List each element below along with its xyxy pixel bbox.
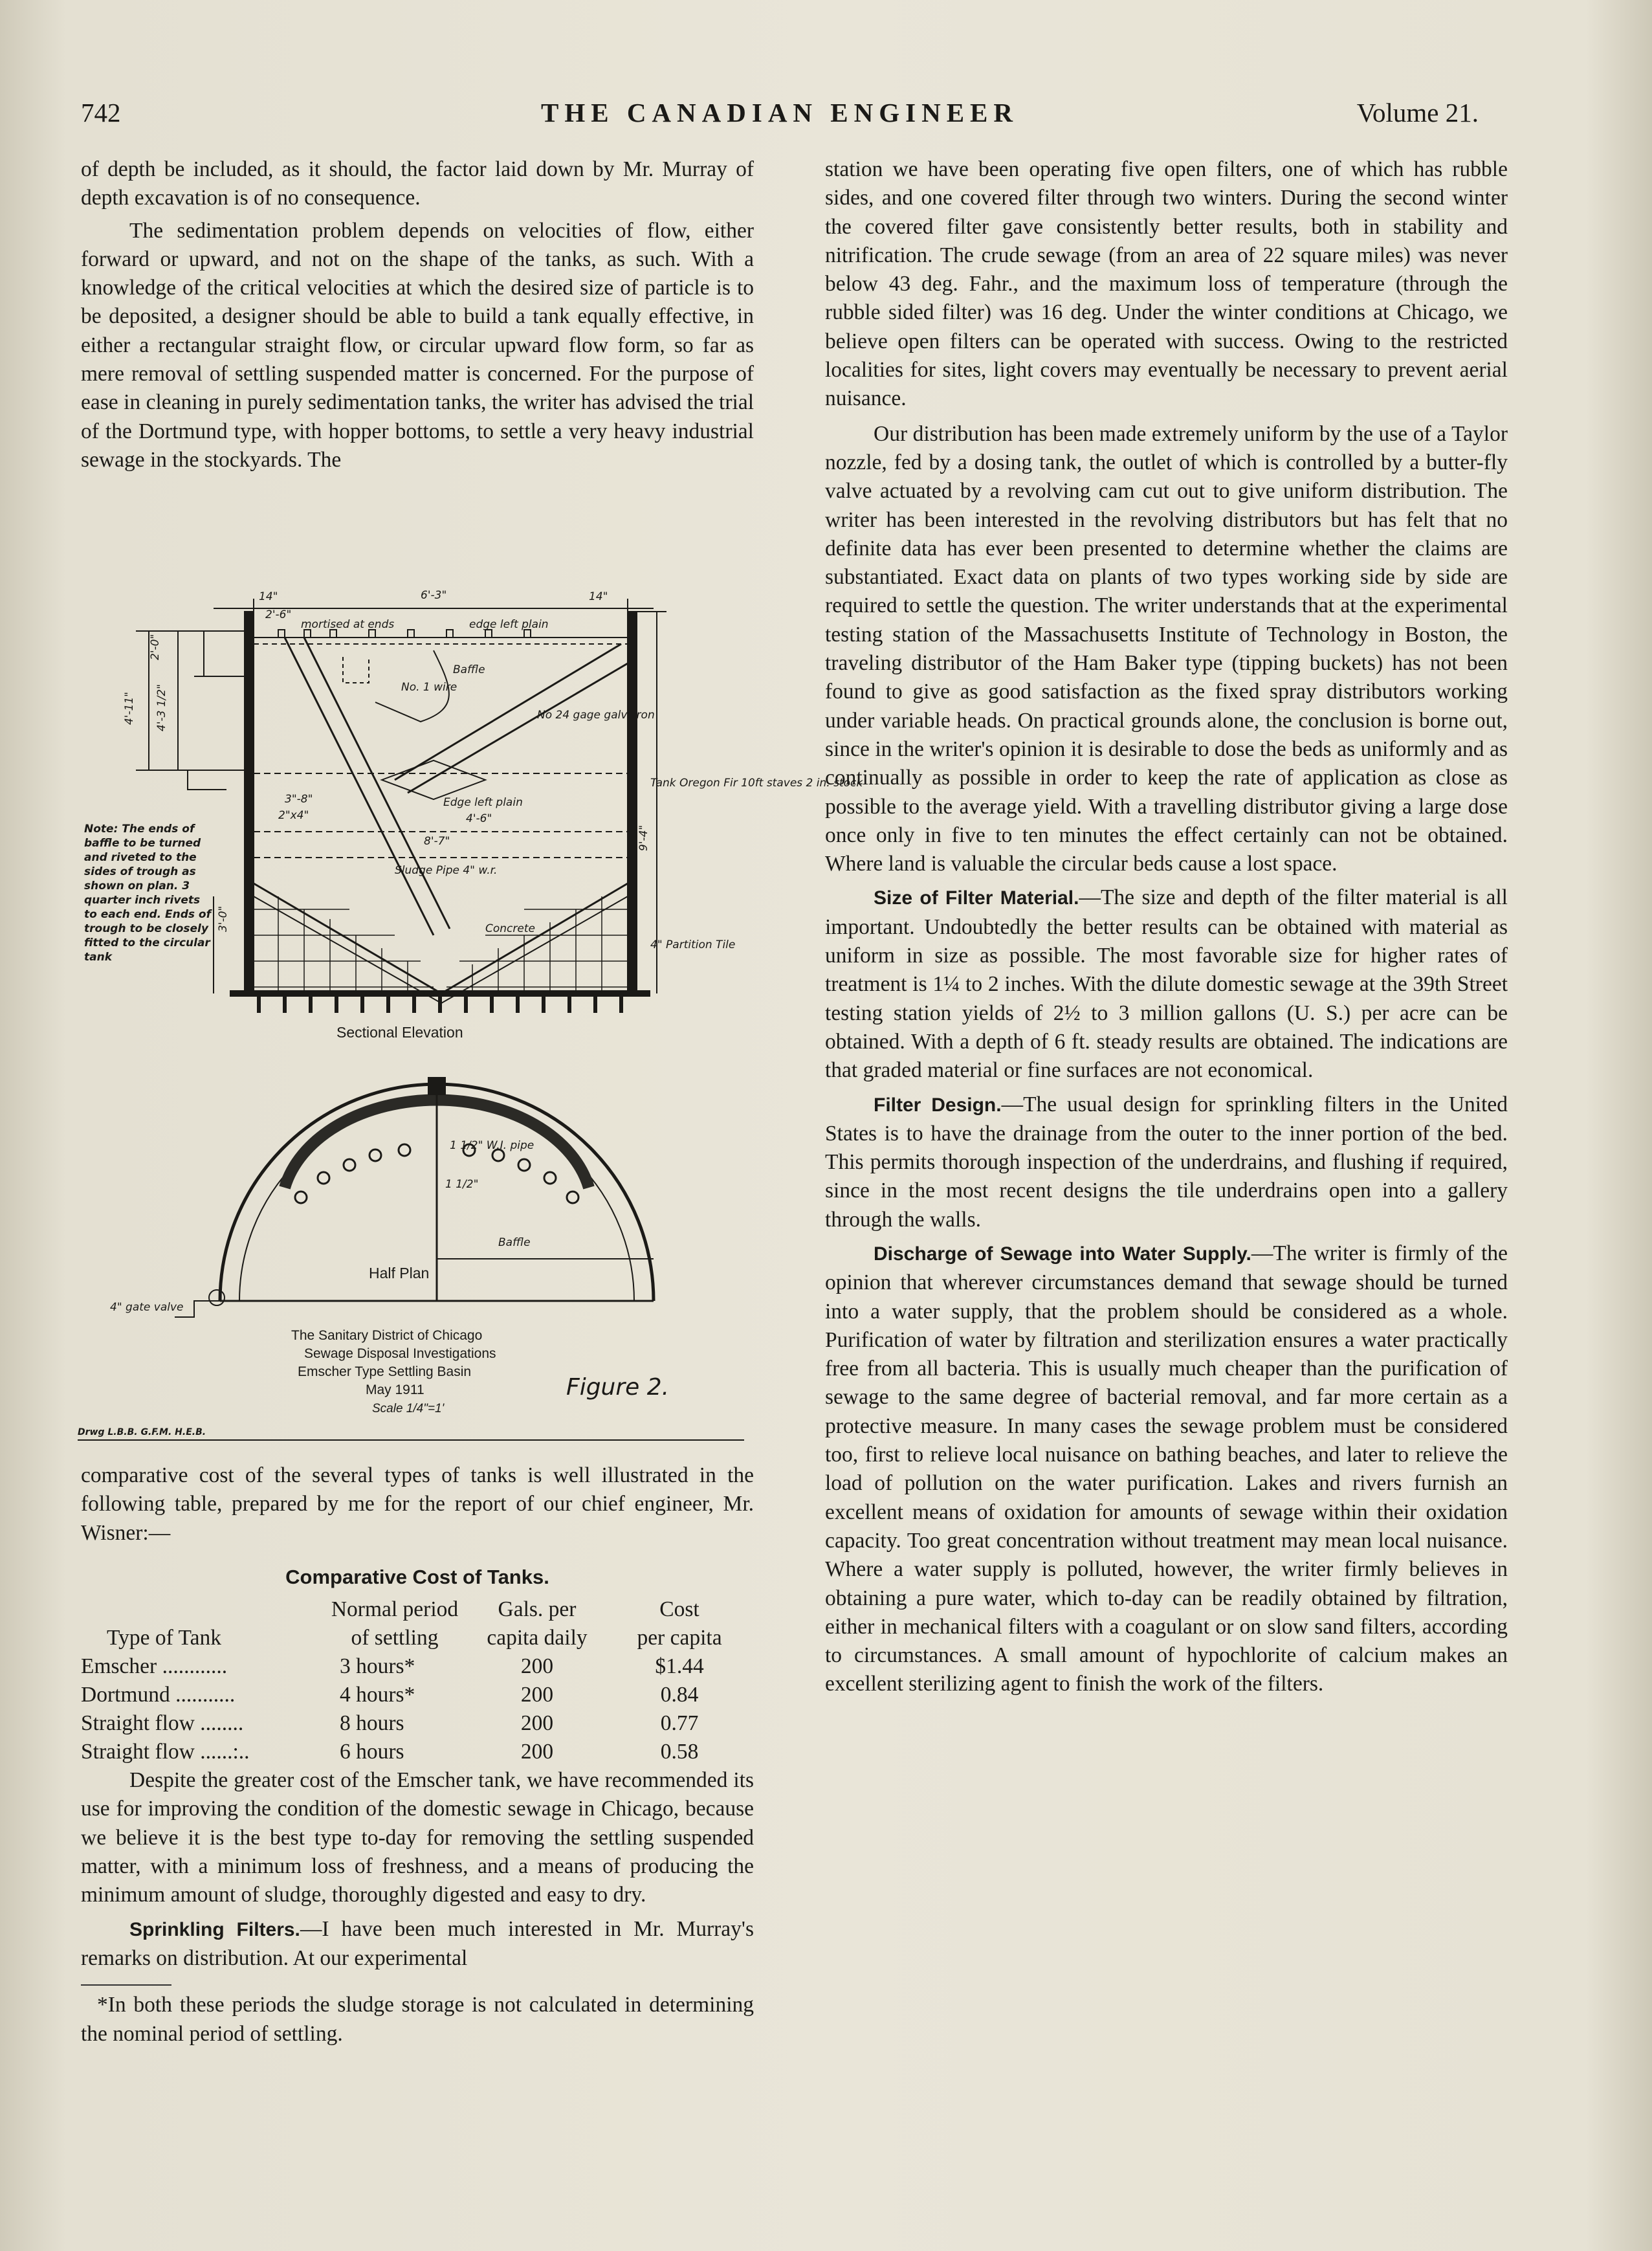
footnote: *In both these periods the sludge storage is not calculated in determining the nominal period of settling.	[81, 1993, 754, 2046]
fig-label: Edge left plain	[443, 796, 523, 809]
fig-label: 4" gate valve	[110, 1301, 184, 1314]
paragraph: station we have been operating five open filters, one of which has rubble sides, and one covered filter through two winters. During the second winter the covered filter gave consistently better results, both in stability and nitrification. The crude sewage (from an area of 22 square miles) was never below 43 deg. Fahr., and the maximum loss of temperature (through the rubble sided filter) was 16 deg. Under the winter conditions at Chicago, we believe open filters can be operated with success. Owing to the restricted localities for sites, light covers may eventually be necessary to prevent aerial nuisance.	[825, 157, 1508, 411]
fig-label: Baffle	[453, 663, 485, 676]
fig-label: 3'-0"	[217, 905, 230, 932]
fig-label: No. 1 wire	[401, 681, 457, 694]
paragraph	[825, 883, 1508, 1085]
paragraph	[825, 1239, 1508, 1699]
fig-label: 4'-6"	[466, 812, 492, 825]
fig-label: Baffle	[498, 1236, 531, 1249]
table-cell: 0.84	[660, 1683, 699, 1707]
table-row	[81, 1652, 754, 1681]
fig-drawing-credit: Drwg L.B.B. G.F.M. H.E.B.	[78, 1427, 206, 1437]
section-heading: Filter Design.	[874, 1094, 1002, 1116]
paragraph-text: —The writer is firmly of the opinion that wherever circumstances demand that sewage should be turned into a water supply, that the problem should be considered as a whole. Purification of water by filtration and sterilization ensures a water practically free from all bacteria. This is usually much cheaper than the purification of sewage to the same degree of bacterial removal, and far more certain as a protective measure. In many cases the sewage problem must be considered too, first to relieve local nuisance on bathing beaches, and later to relieve the load of pollution on the water purification. Lakes and rivers furnish an excellent means of oxidation for amounts of sewage within their oxidation capacity. Too great concentration without treatment may mean local nuisance. Where a water supply is polluted, however, the writer firmly believes in obtaining a pure water, which to-day can be readily obtained by filtration, either in mechanical filters with a coagulant or on slow sand filters, according to circumstances. A small amount of hypochlorite of calcium makes an excellent sterilizing agent to finish the work of the filters.	[825, 1241, 1508, 1696]
paragraph-text: —The size and depth of the filter material is all important. Undoubtedly the better results can be obtained with material as uniform in size as possible. The most favorable size for higher rates of treatment is 1¼ to 2 inches. With the dilute domestic sewage at the 39th Street testing station yields of 2½ to 3 million gallons (U. S.) per acre can be obtained. With a depth of 6 ft. steady results are obtained. The indications are that graded material or fine surfaces are not economical.	[825, 885, 1508, 1083]
table-cell: $1.44	[655, 1654, 704, 1679]
fig-title: May 1911	[366, 1382, 424, 1397]
table-cell: 200	[520, 1654, 554, 1679]
table-header: per capita	[637, 1626, 722, 1650]
table-header: capita daily	[487, 1626, 588, 1650]
table-cell: 3 hours*	[340, 1654, 415, 1679]
fig-number: Figure 2.	[566, 1374, 670, 1401]
fig-half-plan-label: Half Plan	[369, 1265, 430, 1281]
table-header: Normal period	[331, 1597, 459, 1622]
table-cell: 8 hours	[340, 1711, 404, 1736]
fig-label: 8'-7"	[424, 835, 450, 848]
table-header: Type of Tank	[107, 1626, 222, 1650]
table-cell: 200	[520, 1740, 554, 1764]
fig-title: Emscher Type Settling Basin	[298, 1364, 472, 1379]
fig-label: No 24 gage galv. iron	[537, 709, 655, 722]
fig-sectional-label: Sectional Elevation	[336, 1024, 463, 1041]
fig-label: edge left plain	[469, 618, 549, 631]
fig-title: The Sanitary District of Chicago	[291, 1328, 483, 1343]
paragraph: comparative cost of the several types of tanks is well illustrated in the following table, prepared by me for the report of our chief engineer, Mr. Wisner:—	[81, 1463, 754, 1545]
table-row	[81, 1709, 754, 1738]
fig-label: 2"x4"	[278, 809, 309, 822]
section-heading: Size of Filter Material.	[874, 887, 1079, 909]
table-header: Cost	[659, 1597, 699, 1622]
cost-table	[81, 1595, 754, 1766]
fig-label: 4'-3 1/2"	[155, 683, 168, 731]
fig-label: 4'-11"	[123, 691, 136, 725]
fig-label: Concrete	[485, 922, 535, 935]
table-header: of settling	[351, 1626, 439, 1650]
table-cell: Straight flow ......:..	[81, 1740, 250, 1764]
paragraph: The sedimentation problem depends on velocities of flow, either forward or upward, and not on the shape of the tanks, as such. With a knowledge of the critical velocities at which the desired size of particle is to be deposited, a designer should be able to build a tank equally effective, in either a rectangular straight flow, or circular upward flow form, so far as mere removal of settling suspended matter is concerned. For the purpose of ease in cleaning in purely sedimentation tanks, the writer has advised the trial of the Dortmund type, with hopper bottoms, to settle a very heavy industrial sewage in the stockyards. The	[81, 218, 754, 472]
left-column-bottom	[81, 1461, 754, 2048]
section-heading: Sprinkling Filters.	[129, 1918, 300, 1940]
fig-label: 1 1/2" W.I. pipe	[450, 1139, 534, 1152]
fig-title: Sewage Disposal Investigations	[304, 1346, 496, 1361]
table-cell: Straight flow ........	[81, 1711, 244, 1736]
fig-label: 3"-8"	[285, 793, 313, 806]
fig-label: Tank Oregon Fir 10ft staves 2 in. stock	[650, 777, 863, 790]
paragraph-text: —I have been much interested in Mr. Murray's remarks on distribution. At our experimental	[81, 1916, 754, 1970]
table-cell: 0.58	[660, 1740, 699, 1764]
paragraph	[825, 1091, 1508, 1234]
table-cell: 200	[520, 1683, 554, 1707]
fig-label: 4" Partition Tile	[650, 938, 736, 951]
fig-label: 2'-0"	[149, 634, 162, 660]
journal-title: THE CANADIAN ENGINEER	[540, 98, 1019, 128]
page-number: 742	[81, 98, 121, 128]
table-cell: 6 hours	[340, 1740, 404, 1764]
table-cell: 4 hours*	[340, 1683, 415, 1707]
tank-wall-right	[628, 612, 637, 993]
table-header-row	[81, 1595, 754, 1624]
fig-label: 14"	[589, 590, 608, 603]
table-row	[81, 1738, 754, 1766]
volume-label: Volume 21.	[1356, 98, 1479, 128]
right-column	[825, 155, 1508, 1699]
fig-label: mortised at ends	[301, 618, 395, 631]
fig-label: 14"	[259, 590, 278, 603]
paragraph: Despite the greater cost of the Emscher tank, we have recommended its use for improving the condition of the domestic sewage in Chicago, because we believe it is the best type to-day for removing the settling suspended matter, with a minimum loss of freshness, and a means of producing the minimum amount of sludge, thoroughly digested and easy to dry.	[81, 1768, 754, 1907]
page-header	[81, 97, 1479, 136]
fig-label: 6'-3"	[421, 589, 447, 602]
left-column-top	[81, 155, 754, 474]
fig-label: Sludge Pipe 4" w.r.	[395, 864, 498, 877]
fig-note: Note: The ends of baffle to be turned and riveted to the sides of trough as shown on plan. 3 quarter inch rivets to each end. Ends of trough to be closely fitted to the circular tank	[84, 823, 211, 964]
table-cell: 200	[520, 1711, 554, 1736]
figure-2	[71, 547, 863, 1447]
figure-drawing	[71, 547, 863, 1447]
fig-label: 2'-6"	[265, 608, 292, 621]
table-header-row	[81, 1624, 754, 1652]
tank-wall-left	[245, 612, 254, 993]
footnote-rule	[81, 1984, 171, 1986]
table-row	[81, 1681, 754, 1709]
table-cell: Emscher ............	[81, 1654, 228, 1679]
table-header: Gals. per	[498, 1597, 577, 1622]
paragraph	[81, 1915, 754, 1973]
hopper	[254, 883, 628, 993]
paragraph-text: —The usual design for sprinkling filters in the United States is to have the drainage from the outer to the inner portion of the bed. This permits thorough inspection of the underdrains, and flushing if required, since in the most recent designs the tile underdrains open into a gallery through the walls.	[825, 1092, 1508, 1232]
paragraph: Our distribution has been made extremely uniform by the use of a Taylor nozzle, fed by a dosing tank, the outlet of which is controlled by a butter-fly valve actuated by a revolving cam cut out to give uniform distribution. The writer has been interested in the revolving distributors but has felt that no definite data has ever been presented to determine whether the claims are substantiated. Exact data on plants of two types working side by side are required to settle the question. The writer understands that at the experimental testing station of the Massachusetts Institute of Technology in Boston, the traveling distributor of the Ham Baker type (tipping buckets) has not been found to give as good satisfaction as the fixed spray distributors working under variable heads. On practical grounds alone, the conclusion is borne out, since in the writer's opinion it is desirable to dose the beds as uniformly and as continually as possible in order to keep the rate of application as close as possible to the average yield. With a travelling distributor giving a large dose once only in five to ten minutes the effect certainly can not be obtained. Where land is valuable the circular beds cause a lost space.	[825, 421, 1508, 876]
fig-label: 1 1/2"	[445, 1178, 479, 1191]
fig-title: Scale 1/4"=1'	[372, 1402, 445, 1415]
fig-label: 9'-4"	[637, 825, 650, 851]
section-heading: Discharge of Sewage into Water Supply.	[874, 1243, 1251, 1265]
paragraph: of depth be included, as it should, the factor laid down by Mr. Murray of depth excavation is of no consequence.	[81, 157, 754, 210]
table-cell: 0.77	[660, 1711, 699, 1736]
table-title: Comparative Cost of Tanks.	[285, 1565, 549, 1588]
table-cell: Dortmund ...........	[81, 1683, 236, 1707]
